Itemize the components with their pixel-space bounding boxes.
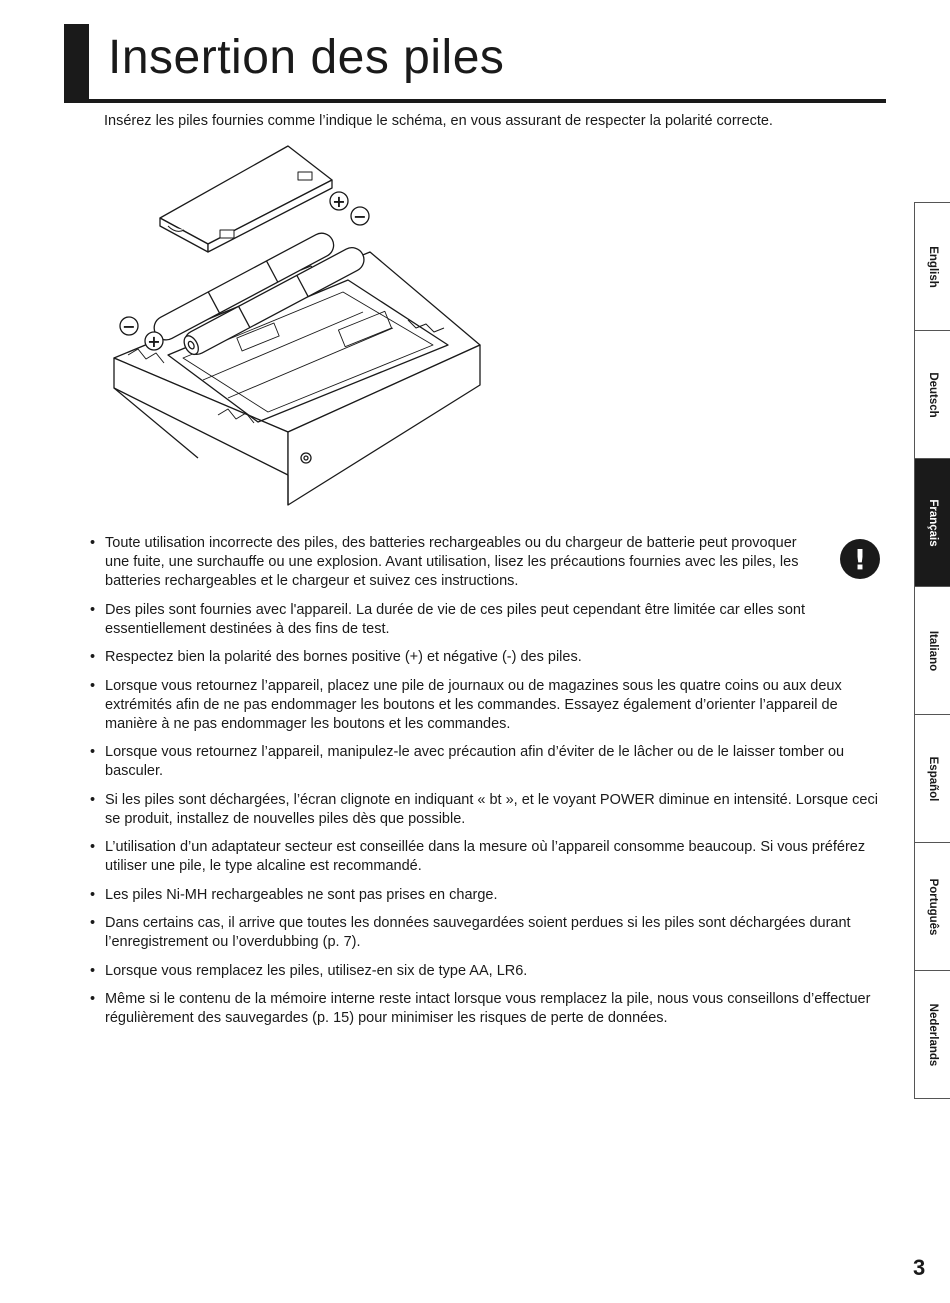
- list-item: • Si les piles sont déchargées, l’écran clignote en indiquant « bt », et le voyant POWER diminue en intensité. Lorsque ceci se produit, installez de nouvelles piles dès que possible.: [90, 791, 890, 829]
- list-item: • Même si le contenu de la mémoire interne reste intact lorsque vous remplacez la pile, nous vous conseillons d’effectuer régulièrement des sauvegardes (p. 15) pour minimiser les risques de perte de données.: [90, 990, 890, 1028]
- list-item: • Dans certains cas, il arrive que toutes les données sauvegardées soient perdues si les piles sont déchargées durant l’enregistrement ou l’overdubbing (p. 7).: [90, 914, 890, 952]
- battery-cover: [160, 146, 332, 252]
- battery-insertion-diagram: [108, 140, 488, 510]
- tab-deutsch[interactable]: Deutsch: [914, 331, 950, 459]
- tab-francais[interactable]: Français: [914, 459, 950, 587]
- title-underline: [64, 99, 886, 103]
- tab-italiano[interactable]: Italiano: [914, 587, 950, 715]
- intro-text: Insérez les piles fournies comme l’indique le schéma, en vous assurant de respecter la polarité correcte.: [104, 113, 773, 129]
- list-item: • Lorsque vous remplacez les piles, utilisez-en six de type AA, LR6.: [90, 962, 890, 981]
- list-item: • Lorsque vous retournez l’appareil, placez une pile de journaux ou de magazines sous les quatre coins ou aux deux extrémités afin de ne pas endommager les boutons et les commandes. Essayez également d’orienter l’appareil de manière à ne pas endommager les boutons et les commandes.: [90, 677, 890, 734]
- list-item: • Lorsque vous retournez l’appareil, manipulez-le avec précaution afin d’éviter de le lâcher ou de le laisser tomber ou basculer.: [90, 743, 890, 781]
- tab-espanol[interactable]: Español: [914, 715, 950, 843]
- minus-symbol-top: −: [353, 207, 367, 226]
- tab-portugues[interactable]: Português: [914, 843, 950, 971]
- page-title: Insertion des piles: [108, 31, 505, 84]
- svg-text:!: !: [853, 543, 867, 576]
- title-accent-bar: [64, 24, 89, 102]
- battery-notes-list: [90, 534, 890, 1038]
- plus-symbol-bottom: +: [147, 332, 161, 351]
- page-number: 3: [913, 1255, 926, 1280]
- tab-nederlands[interactable]: Nederlands: [914, 971, 950, 1099]
- minus-symbol-bottom: −: [122, 317, 136, 336]
- tab-english[interactable]: English: [914, 203, 950, 331]
- list-item: • Respectez bien la polarité des bornes positive (+) et négative (-) des piles.: [90, 648, 890, 667]
- list-item: • Toute utilisation incorrecte des piles, des batteries rechargeables ou du chargeur de batterie peut provoquer une fuite, une surchauffe ou une explosion. Avant utilisation, lisez les précautions fournies avec les piles, les batteries rechargeables et le chargeur et suivez ces instructions.: [90, 534, 890, 591]
- list-item: • Les piles Ni-MH rechargeables ne sont pas prises en charge.: [90, 886, 890, 905]
- list-item: • Des piles sont fournies avec l'appareil. La durée de vie de ces piles peut cependant être limitée car elles sont essentiellement destinées à des fins de test.: [90, 601, 890, 639]
- plus-symbol-top: +: [332, 192, 346, 211]
- language-tabs: [914, 202, 950, 1099]
- list-item: • L’utilisation d’un adaptateur secteur est conseillée dans la mesure où l’appareil consomme beaucoup. Si vous préférez utiliser une pile, le type alcaline est recommandé.: [90, 838, 890, 876]
